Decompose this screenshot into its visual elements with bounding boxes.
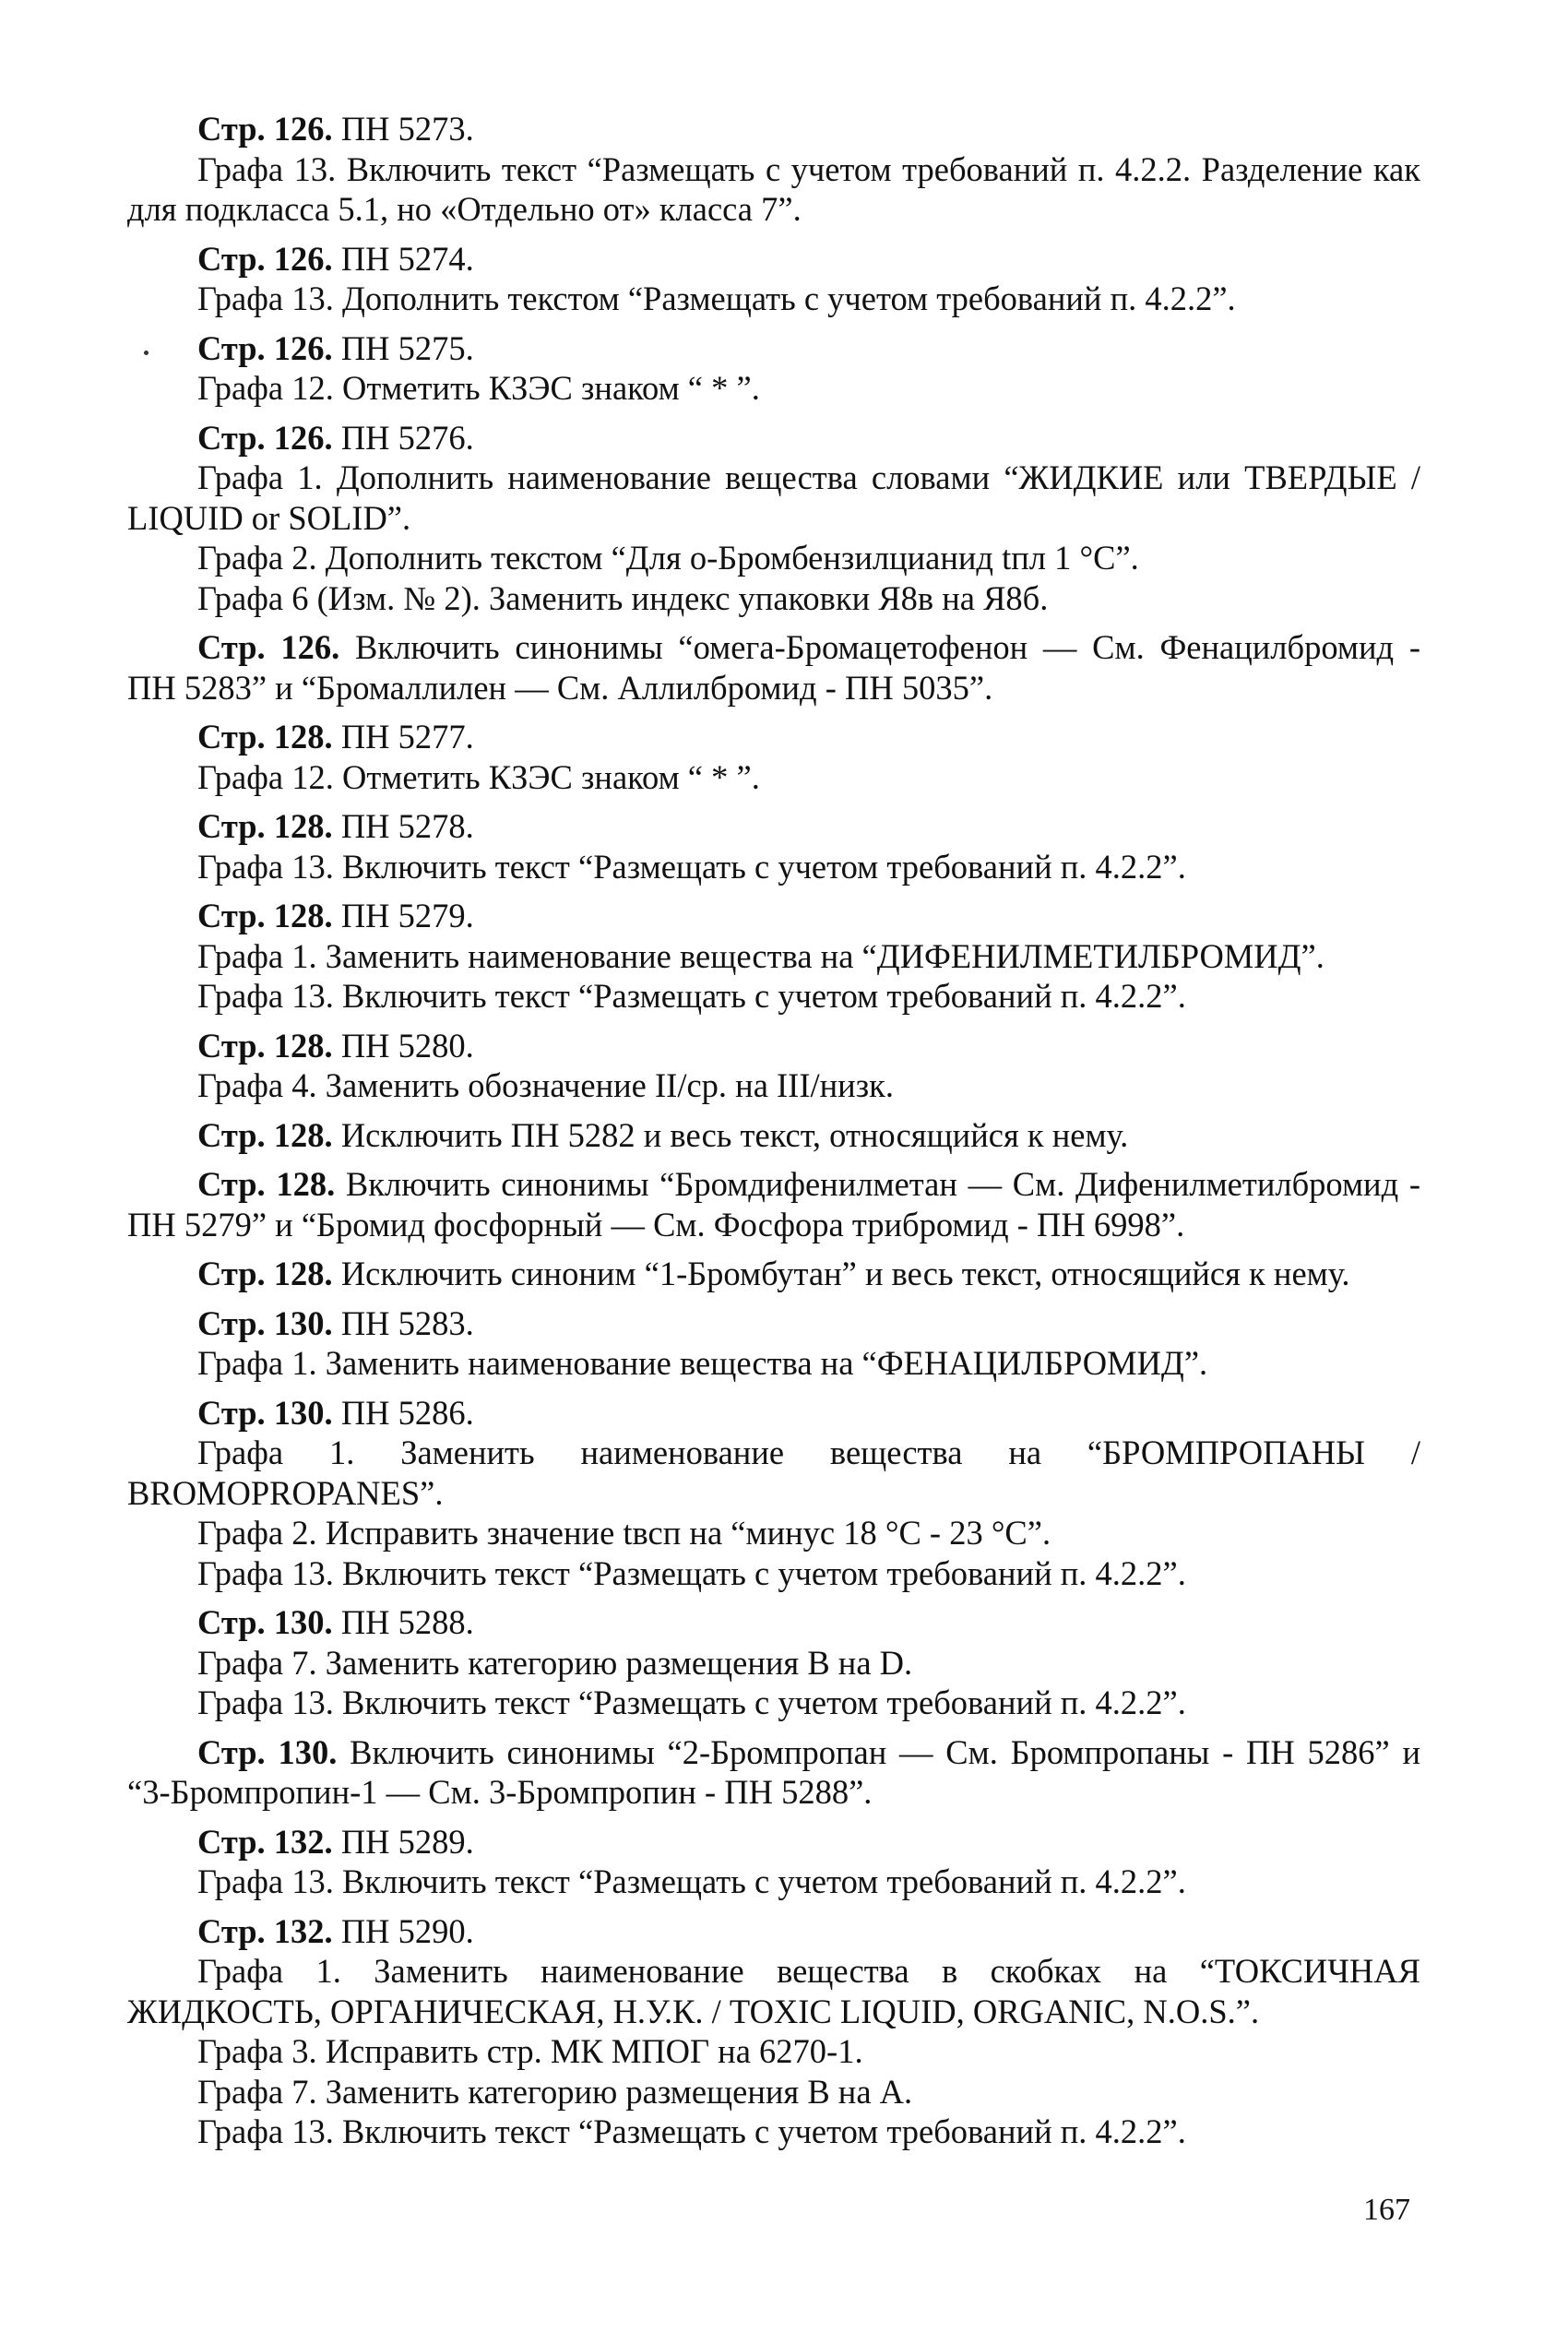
amendment-entry — [127, 806, 1420, 886]
entry-heading-text: ПН 5274. — [332, 239, 474, 278]
page-reference: Стр. 128. — [197, 897, 333, 934]
page-reference: Стр. 130. — [197, 1393, 333, 1432]
entry-heading-text: ПН 5279. — [332, 897, 474, 934]
page-reference: Стр. 132. — [197, 1911, 333, 1950]
amendment-entry — [127, 1822, 1420, 1902]
entry-heading — [127, 1026, 1420, 1066]
amendment-entry — [127, 1164, 1420, 1244]
column-instruction: Графа 13. Включить текст “Размещать с учетом требований п. 4.2.2”. — [197, 1862, 1186, 1900]
amendment-list — [127, 109, 1420, 2161]
entry-heading — [127, 1164, 1420, 1244]
page-reference: Стр. 128. — [197, 1165, 336, 1203]
entry-heading-text: Включить синонимы “2-Бромпропан — См. Бромпропаны - ПН 5286” и “3-Бромпропин-1 — См. 3-Бромпропин - ПН 5288”. — [127, 1732, 1420, 1811]
column-instruction: Графа 13. Дополнить текстом “Размещать с учетом требований п. 4.2.2”. — [197, 280, 1236, 317]
entry-heading-text: ПН 5277. — [332, 718, 474, 756]
amendment-entry — [127, 239, 1420, 319]
column-instruction: Графа 13. Включить текст “Размещать с учетом требований п. 4.2.2. Разделение как для подкласса 5.1, но «Отдельно от» класса 7”. — [127, 149, 1420, 228]
amendment-entry — [127, 896, 1420, 1017]
amendment-entry — [127, 627, 1420, 708]
column-instruction: Графа 1. Дополнить наименование вещества словами “ЖИДКИЕ или ТВЕРДЫЕ / LIQUID or SOLID”. — [127, 458, 1420, 537]
entry-heading-text: Включить синонимы “Бромдифенилметан — См. Дифенилметилбромид - ПН 5279” и “Бромид фосфорный — См. Фосфора трибромид - ПН 6998”. — [127, 1165, 1420, 1243]
page-reference: Стр. 128. — [197, 1255, 333, 1292]
page-reference: Стр. 128. — [197, 718, 333, 756]
entry-heading — [127, 806, 1420, 847]
column-instruction: Графа 7. Заменить категорию размещения В на D. — [197, 1643, 913, 1682]
column-instruction: Графа 1. Заменить наименование вещества в скобках на “ТОКСИЧНАЯ ЖИДКОСТЬ, ОРГАНИЧЕСКАЯ, Н.У.К. / TOXIC LIQUID, ORGANIC, N.O.S.”. — [127, 1952, 1420, 2030]
column-instruction: Графа 7. Заменить категорию размещения В на А. — [197, 2072, 913, 2111]
entry-heading — [127, 717, 1420, 757]
entry-heading-text: ПН 5289. — [332, 1822, 474, 1861]
entry-heading-text: Исключить ПН 5282 и весь текст, относящийся к нему. — [332, 1115, 1129, 1154]
page-reference: Стр. 132. — [197, 1822, 333, 1861]
amendment-entry — [127, 418, 1420, 619]
amendment-entry — [127, 1911, 1420, 2152]
entry-heading — [127, 239, 1420, 280]
entry-heading — [127, 1393, 1420, 1434]
entry-heading-text: ПН 5275. — [332, 328, 474, 367]
column-instruction: Графа 2. Исправить значение tвсп на “минус 18 °С - 23 °С”. — [197, 1514, 1051, 1552]
entry-heading — [127, 1602, 1420, 1643]
entry-heading — [127, 1732, 1420, 1813]
amendment-entry — [127, 1115, 1420, 1156]
page-reference: Стр. 130. — [197, 1603, 333, 1641]
amendment-entry — [127, 1602, 1420, 1723]
page-reference: Стр. 126. — [197, 328, 333, 367]
column-instruction: Графа 13. Включить текст “Размещать с учетом требований п. 4.2.2”. — [197, 2112, 1186, 2150]
entry-heading-text: ПН 5283. — [332, 1303, 474, 1342]
entry-heading — [127, 627, 1420, 708]
entry-heading — [127, 328, 1420, 369]
page-reference: Стр. 130. — [197, 1303, 333, 1342]
entry-heading — [127, 1115, 1420, 1156]
column-instruction: Графа 3. Исправить стр. МК МПОГ на 6270-1. — [197, 2032, 863, 2070]
column-instruction: Графа 12. Отметить КЗЭС знаком “ * ”. — [197, 757, 760, 796]
entry-heading — [127, 109, 1420, 149]
entry-heading — [127, 1911, 1420, 1952]
entry-heading-text: ПН 5278. — [332, 807, 474, 845]
page-reference: Стр. 126. — [197, 110, 333, 148]
column-instruction: Графа 13. Включить текст “Размещать с учетом требований п. 4.2.2”. — [197, 1684, 1186, 1721]
amendment-entry — [127, 328, 1420, 409]
entry-heading-text: ПН 5280. — [332, 1026, 474, 1065]
amendment-entry — [127, 1393, 1420, 1594]
column-instruction: Графа 1. Заменить наименование вещества на “ФЕНАЦИЛБРОМИД”. — [197, 1344, 1208, 1382]
page-reference: Стр. 130. — [197, 1732, 338, 1771]
column-instruction: Графа 13. Включить текст “Размещать с учетом требований п. 4.2.2”. — [197, 977, 1186, 1015]
entry-heading-text: ПН 5288. — [332, 1603, 474, 1641]
page-number: 167 — [1363, 2193, 1410, 2227]
entry-heading — [127, 1822, 1420, 1862]
entry-heading-text: ПН 5273. — [332, 110, 474, 148]
entry-heading-text: Включить синонимы “омега-Бромацетофенон — См. Фенацилбромид - ПН 5283” и “Бромаллилен — См. Аллилбромид - ПН 5035”. — [127, 628, 1420, 707]
column-instruction: Графа 6 (Изм. № 2). Заменить индекс упаковки Я8в на Я8б. — [197, 578, 1049, 617]
entry-heading-text: ПН 5290. — [332, 1911, 474, 1950]
column-instruction: Графа 13. Включить текст “Размещать с учетом требований п. 4.2.2”. — [197, 847, 1186, 886]
margin-dot-mark — [144, 351, 148, 355]
entry-heading — [127, 418, 1420, 458]
page-reference: Стр. 126. — [197, 418, 333, 457]
column-instruction: Графа 4. Заменить обозначение II/ср. на III/низк. — [197, 1066, 894, 1104]
page-reference: Стр. 126. — [197, 628, 340, 666]
entry-heading — [127, 1303, 1420, 1344]
entry-heading — [127, 1254, 1420, 1294]
column-instruction: Графа 12. Отметить КЗЭС знаком “ * ”. — [197, 369, 760, 407]
amendment-entry — [127, 1303, 1420, 1384]
column-instruction: Графа 13. Включить текст “Размещать с учетом требований п. 4.2.2”. — [197, 1553, 1186, 1592]
amendment-entry — [127, 1732, 1420, 1813]
page-reference: Стр. 128. — [197, 1115, 333, 1154]
page-reference: Стр. 128. — [197, 807, 333, 845]
entry-heading-text: ПН 5276. — [332, 418, 474, 457]
column-instruction: Графа 2. Дополнить текстом “Для о-Бромбензилцианид tпл 1 °С”. — [197, 539, 1139, 577]
entry-heading-text: Исключить синоним “1-Бромбутан” и весь текст, относящийся к нему. — [332, 1255, 1350, 1292]
amendment-entry — [127, 1026, 1420, 1106]
column-instruction: Графа 1. Заменить наименование вещества на “ДИФЕНИЛМЕТИЛБРОМИД”. — [197, 936, 1324, 975]
amendment-entry — [127, 109, 1420, 230]
page-reference: Стр. 128. — [197, 1026, 333, 1065]
amendment-entry — [127, 717, 1420, 797]
column-instruction: Графа 1. Заменить наименование вещества на “БРОМПРОПАНЫ / BROMOPROPANES”. — [127, 1434, 1420, 1512]
amendment-entry — [127, 1254, 1420, 1294]
entry-heading-text: ПН 5286. — [332, 1393, 474, 1432]
entry-heading — [127, 896, 1420, 936]
page-reference: Стр. 126. — [197, 239, 333, 278]
